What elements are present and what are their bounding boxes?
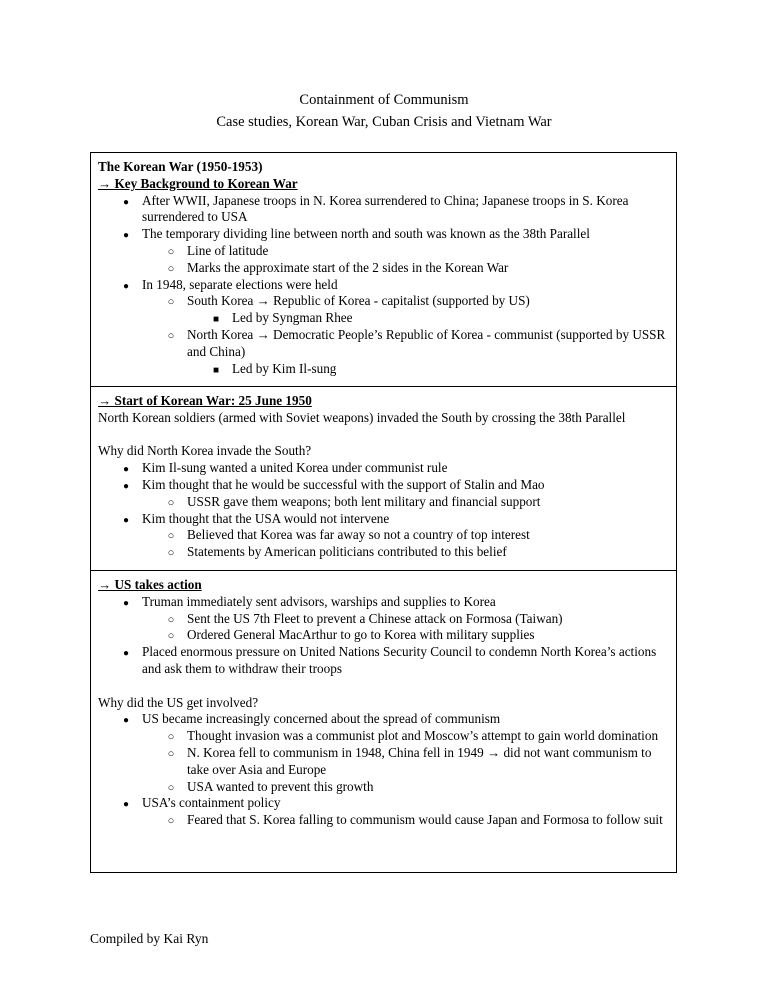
- hollow-bullet-icon: [164, 611, 178, 629]
- list-item: ○ Feared that S. Korea falling to communism would cause Japan and Formosa to follow suit: [98, 812, 670, 829]
- hollow-bullet-icon: [164, 812, 178, 830]
- hollow-bullet-icon: [164, 260, 178, 278]
- list-item: ● The temporary dividing line between north and south was known as the 38th Parallel: [98, 226, 670, 243]
- list-item: ○ South Korea → Republic of Korea - capitalist (supported by US): [98, 293, 670, 310]
- list-item: ○ Believed that Korea was far away so not a country of top interest: [98, 527, 670, 544]
- hollow-bullet-icon: [164, 779, 178, 797]
- paragraph: North Korean soldiers (armed with Soviet weapons) invaded the South by crossing the 38th Parallel: [98, 409, 626, 425]
- us-takes-action-box: [90, 570, 677, 873]
- section-subheading: → Key Background to Korean War: [98, 175, 298, 191]
- page-subtitle: Case studies, Korean War, Cuban Crisis and Vietnam War: [216, 114, 552, 130]
- square-bullet-icon: [209, 361, 223, 380]
- korean-war-background-box: [90, 152, 677, 387]
- list-item: ○ Line of latitude: [98, 243, 670, 260]
- bullet-icon: [119, 644, 133, 663]
- hollow-bullet-icon: [164, 243, 178, 261]
- list-item: ● Kim thought that the USA would not intervene: [98, 511, 670, 528]
- hollow-bullet-icon: [164, 494, 178, 512]
- hollow-bullet-icon: [164, 745, 178, 763]
- hollow-bullet-icon: [164, 544, 178, 562]
- list-item: ● Kim Il-sung wanted a united Korea under communist rule: [98, 460, 670, 477]
- section-heading: The Korean War (1950-1953): [98, 159, 263, 174]
- list-item: ● US became increasingly concerned about the spread of communism: [98, 711, 670, 728]
- footer-credit: Compiled by Kai Ryn: [90, 931, 209, 946]
- list-item: ○ USA wanted to prevent this growth: [98, 779, 670, 796]
- hollow-bullet-icon: [164, 527, 178, 545]
- question-text: Why did the US get involved?: [98, 694, 259, 710]
- list-item: ○ Ordered General MacArthur to go to Korea with military supplies: [98, 627, 670, 644]
- start-of-war-box: [90, 386, 677, 571]
- list-item: ○ North Korea → Democratic People’s Republic of Korea - communist (supported by USSR and China): [98, 327, 670, 361]
- hollow-bullet-icon: [164, 627, 178, 645]
- section-heading: → Start of Korean War: 25 June 1950: [98, 393, 312, 408]
- list-item: ● Kim thought that he would be successful with the support of Stalin and Mao: [98, 477, 670, 494]
- page-title: Containment of Communism: [299, 92, 469, 108]
- list-item: ○ Thought invasion was a communist plot and Moscow’s attempt to gain world domination: [98, 728, 670, 745]
- hollow-bullet-icon: [164, 327, 178, 345]
- list-item: ○ Sent the US 7th Fleet to prevent a Chinese attack on Formosa (Taiwan): [98, 611, 670, 628]
- question-text: Why did North Korea invade the South?: [98, 443, 312, 459]
- list-item: ● After WWII, Japanese troops in N. Korea surrendered to China; Japanese troops in S. Korea surrendered to USA: [98, 193, 670, 227]
- list-item: ○ USSR gave them weapons; both lent military and financial support: [98, 494, 670, 511]
- list-item: ■ Led by Kim Il-sung: [98, 361, 670, 378]
- hollow-bullet-icon: [164, 293, 178, 311]
- list-item: ○ Statements by American politicians contributed to this belief: [98, 544, 670, 561]
- list-item: ○ N. Korea fell to communism in 1948, China fell in 1949 → did not want communism to take over Asia and Europe: [98, 745, 670, 779]
- list-item: ■ Led by Syngman Rhee: [98, 310, 670, 327]
- hollow-bullet-icon: [164, 728, 178, 746]
- section-heading: → US takes action: [98, 577, 202, 592]
- bullet-icon: [119, 193, 133, 212]
- list-item: ● In 1948, separate elections were held: [98, 277, 670, 294]
- list-item: ○ Marks the approximate start of the 2 sides in the Korean War: [98, 260, 670, 277]
- list-item: ● USA’s containment policy: [98, 795, 670, 812]
- list-item: ● Placed enormous pressure on United Nations Security Council to condemn North Korea’s actions and ask them to withdraw their troops: [98, 644, 670, 678]
- list-item: ● Truman immediately sent advisors, warships and supplies to Korea: [98, 594, 670, 611]
